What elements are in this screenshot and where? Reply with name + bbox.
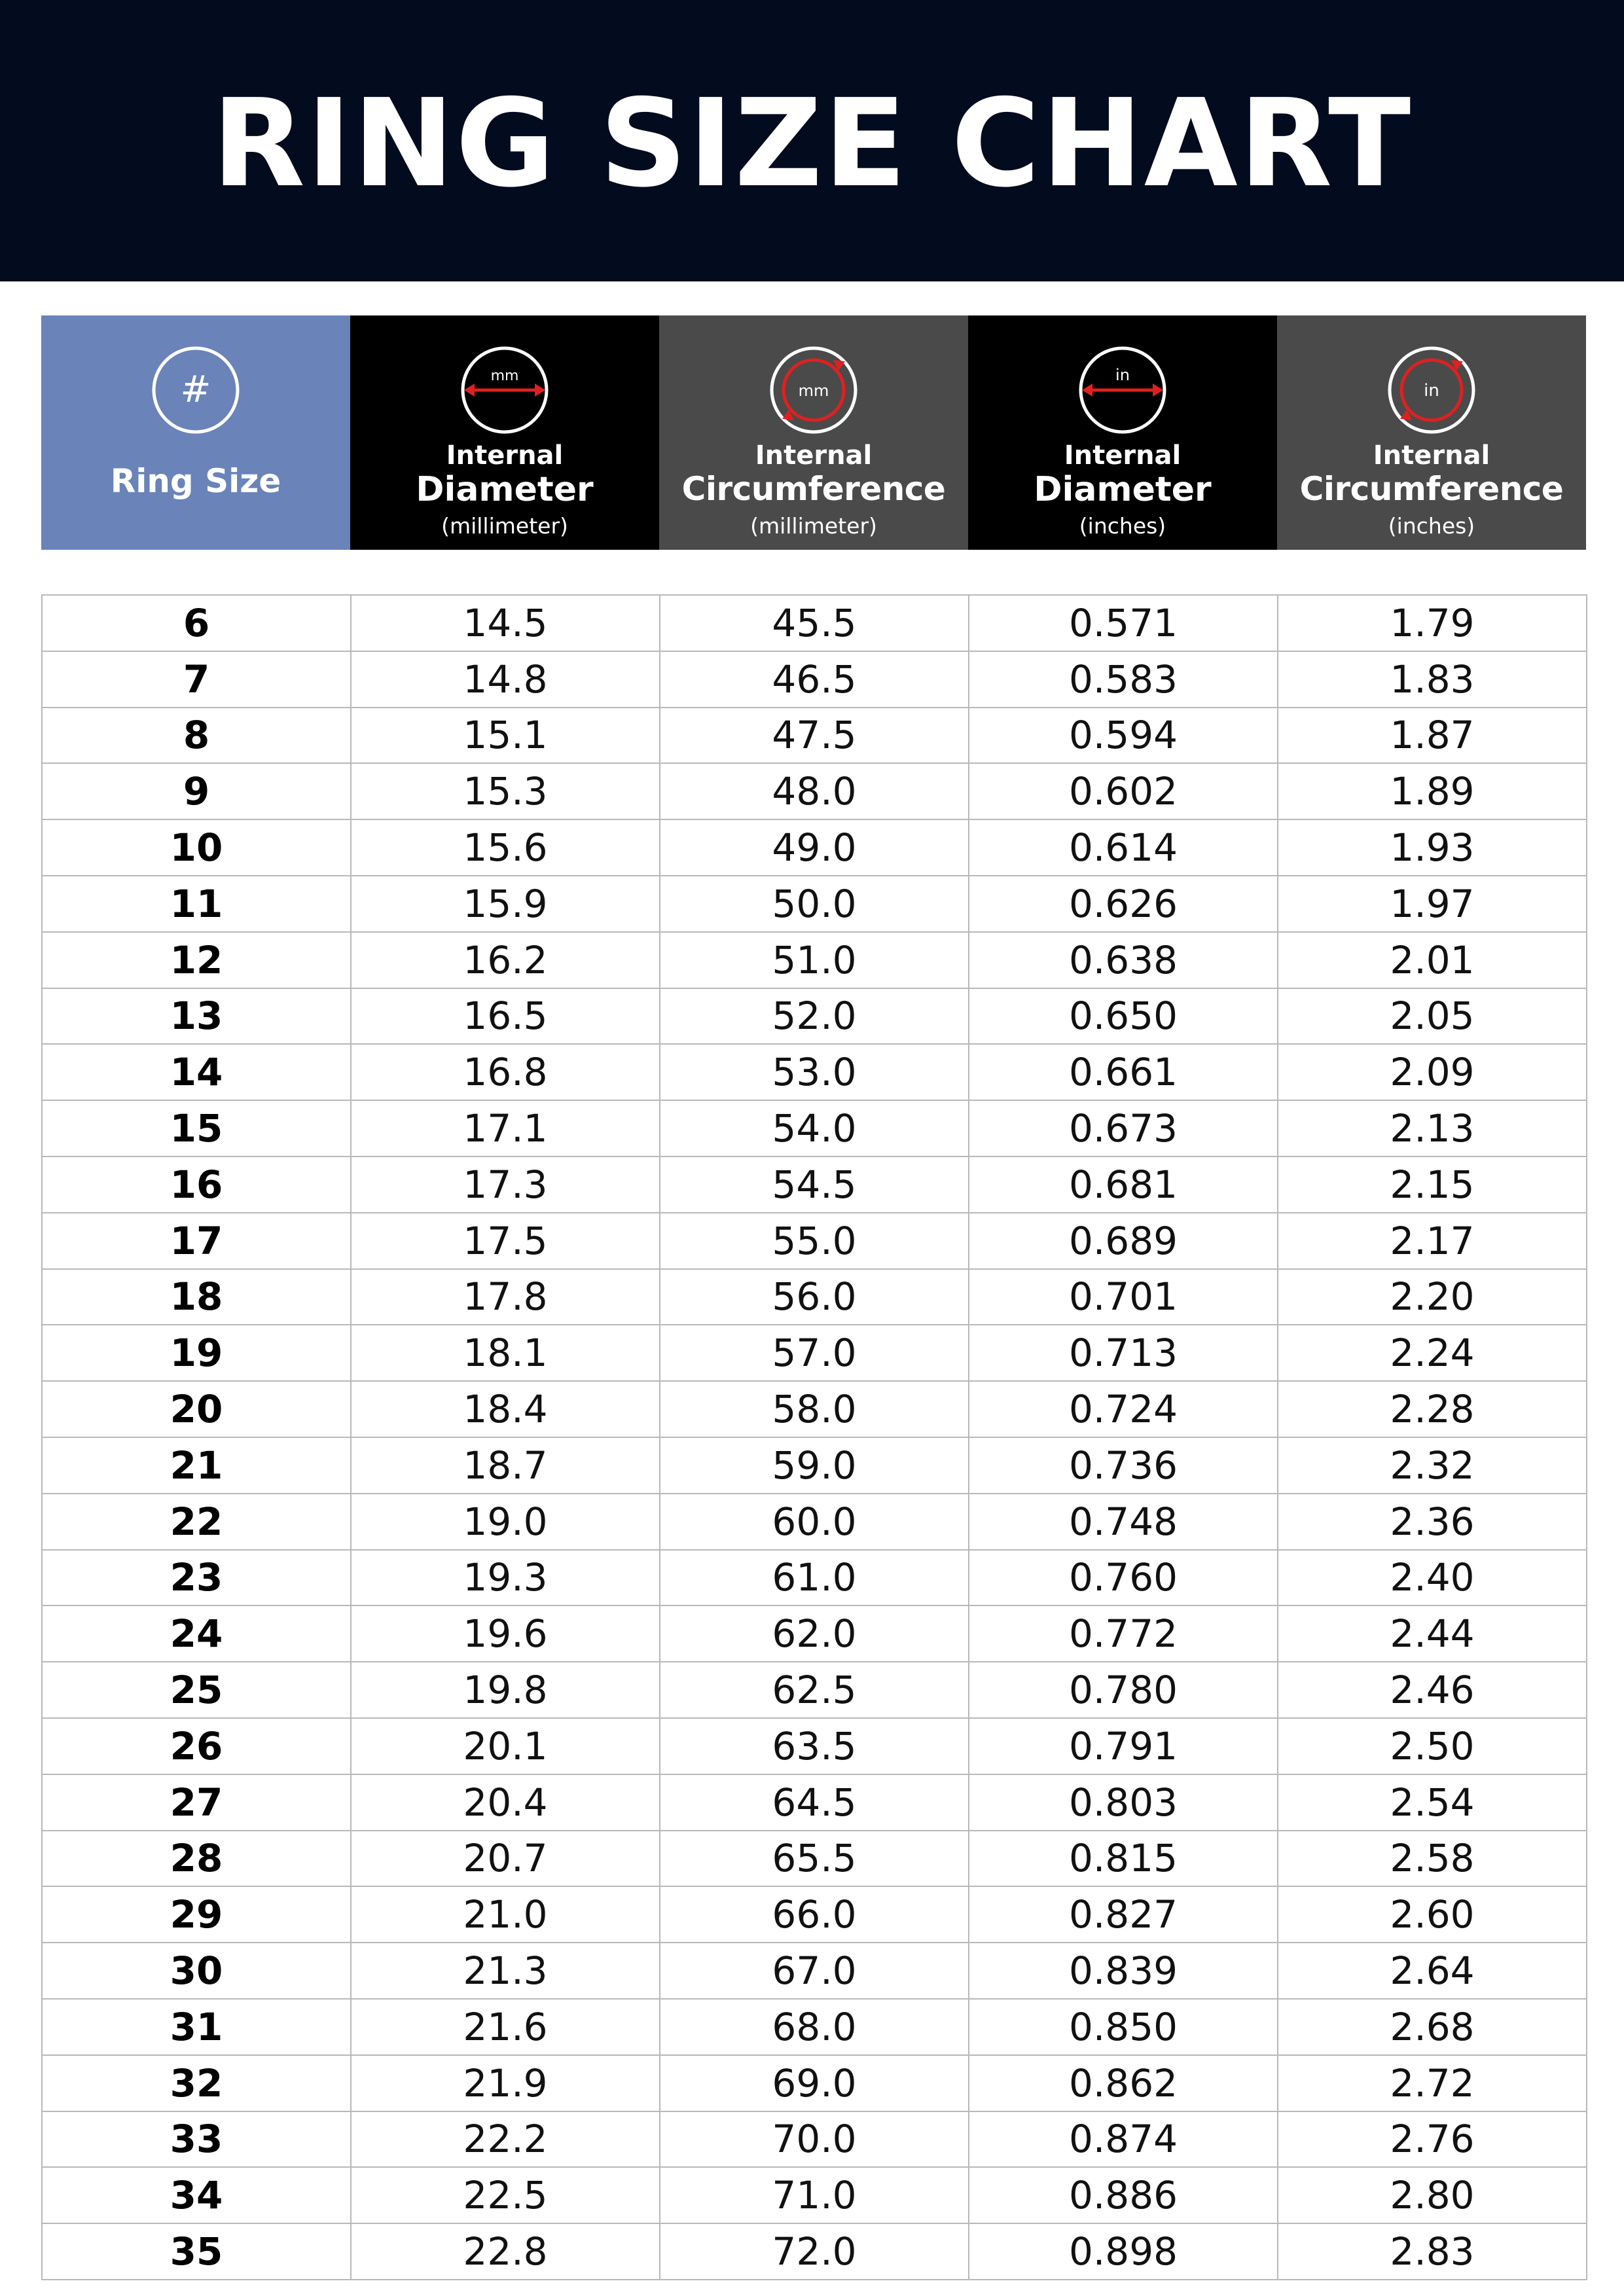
cell-ring-size: 15 — [42, 1100, 351, 1157]
svg-text:mm: mm — [798, 382, 829, 400]
cell-diameter-in: 0.689 — [969, 1213, 1278, 1269]
header-circumference-in-line2: Circumference — [1299, 470, 1564, 508]
cell-ring-size: 35 — [42, 2223, 351, 2280]
cell-circumference-in: 1.87 — [1278, 708, 1587, 764]
cell-diameter-in: 0.673 — [969, 1100, 1278, 1157]
cell-circumference-mm: 70.0 — [660, 2111, 969, 2168]
cell-diameter-in: 0.780 — [969, 1662, 1278, 1718]
cell-diameter-in: 0.626 — [969, 876, 1278, 932]
table-row — [42, 2111, 1587, 2168]
header-diameter-in-line1: Internal — [1064, 440, 1182, 471]
cell-diameter-in: 0.713 — [969, 1325, 1278, 1381]
cell-ring-size: 33 — [42, 2111, 351, 2168]
cell-diameter-mm: 15.6 — [351, 819, 660, 876]
svg-text:#: # — [180, 368, 211, 411]
table-body — [42, 595, 1587, 2280]
table-row — [42, 876, 1587, 932]
cell-ring-size: 18 — [42, 1269, 351, 1325]
table-row — [42, 2223, 1587, 2280]
table-row — [42, 1157, 1587, 1213]
cell-diameter-in: 0.650 — [969, 988, 1278, 1045]
cell-ring-size: 10 — [42, 819, 351, 876]
cell-circumference-mm: 51.0 — [660, 932, 969, 988]
table-row — [42, 1886, 1587, 1943]
cell-circumference-in: 2.05 — [1278, 988, 1587, 1045]
cell-circumference-in: 1.83 — [1278, 651, 1587, 708]
cell-diameter-in: 0.571 — [969, 595, 1278, 651]
table-row — [42, 1605, 1587, 1662]
cell-circumference-mm: 47.5 — [660, 708, 969, 764]
table-row — [42, 1044, 1587, 1100]
cell-ring-size: 14 — [42, 1044, 351, 1100]
header-circumference-in-line1: Internal — [1373, 440, 1490, 471]
diameter-in-icon — [1077, 344, 1168, 436]
title-banner — [0, 0, 1624, 281]
cell-ring-size: 9 — [42, 763, 351, 819]
header-diameter-in-line2: Diameter — [1034, 470, 1212, 509]
cell-circumference-in: 2.40 — [1278, 1550, 1587, 1606]
cell-diameter-mm: 20.1 — [351, 1718, 660, 1774]
cell-diameter-mm: 15.9 — [351, 876, 660, 932]
cell-diameter-mm: 21.6 — [351, 1999, 660, 2055]
cell-diameter-in: 0.661 — [969, 1044, 1278, 1100]
cell-circumference-mm: 58.0 — [660, 1381, 969, 1437]
cell-diameter-mm: 17.1 — [351, 1100, 660, 1157]
table-row — [42, 1831, 1587, 1887]
cell-diameter-in: 0.803 — [969, 1774, 1278, 1831]
cell-diameter-in: 0.760 — [969, 1550, 1278, 1606]
table-row — [42, 1381, 1587, 1437]
cell-circumference-in: 1.89 — [1278, 763, 1587, 819]
cell-diameter-in: 0.874 — [969, 2111, 1278, 2168]
cell-ring-size: 29 — [42, 1886, 351, 1943]
cell-circumference-mm: 68.0 — [660, 1999, 969, 2055]
svg-text:mm: mm — [490, 368, 519, 384]
cell-ring-size: 34 — [42, 2167, 351, 2223]
table-row — [42, 1325, 1587, 1381]
cell-circumference-mm: 64.5 — [660, 1774, 969, 1831]
cell-circumference-in: 2.60 — [1278, 1886, 1587, 1943]
cell-diameter-mm: 18.7 — [351, 1437, 660, 1494]
cell-diameter-mm: 14.5 — [351, 595, 660, 651]
cell-ring-size: 32 — [42, 2055, 351, 2111]
cell-circumference-in: 2.83 — [1278, 2223, 1587, 2280]
cell-diameter-mm: 20.7 — [351, 1831, 660, 1887]
cell-diameter-mm: 19.8 — [351, 1662, 660, 1718]
cell-ring-size: 28 — [42, 1831, 351, 1887]
table-row — [42, 1662, 1587, 1718]
cell-diameter-in: 0.736 — [969, 1437, 1278, 1494]
table-row — [42, 1100, 1587, 1157]
cell-circumference-in: 2.01 — [1278, 932, 1587, 988]
cell-circumference-in: 2.44 — [1278, 1605, 1587, 1662]
table-row — [42, 1269, 1587, 1325]
table-row — [42, 1437, 1587, 1494]
cell-ring-size: 21 — [42, 1437, 351, 1494]
cell-circumference-in: 2.80 — [1278, 2167, 1587, 2223]
header-ring-size-label: Ring Size — [110, 462, 281, 500]
circumference-mm-icon — [768, 344, 859, 436]
table-row — [42, 1494, 1587, 1550]
cell-diameter-mm: 15.1 — [351, 708, 660, 764]
cell-diameter-mm: 22.8 — [351, 2223, 660, 2280]
cell-diameter-mm: 21.9 — [351, 2055, 660, 2111]
hash-icon — [150, 344, 242, 436]
cell-diameter-in: 0.886 — [969, 2167, 1278, 2223]
cell-diameter-in: 0.701 — [969, 1269, 1278, 1325]
cell-circumference-in: 2.58 — [1278, 1831, 1587, 1887]
cell-circumference-mm: 71.0 — [660, 2167, 969, 2223]
cell-ring-size: 31 — [42, 1999, 351, 2055]
cell-diameter-mm: 21.0 — [351, 1886, 660, 1943]
cell-circumference-mm: 65.5 — [660, 1831, 969, 1887]
table-row — [42, 651, 1587, 708]
cell-diameter-in: 0.681 — [969, 1157, 1278, 1213]
table-row — [42, 1943, 1587, 1999]
table-row — [42, 1550, 1587, 1606]
header-circumference-mm-line2: Circumference — [681, 470, 946, 508]
cell-circumference-mm: 45.5 — [660, 595, 969, 651]
cell-diameter-in: 0.839 — [969, 1943, 1278, 1999]
cell-diameter-in: 0.791 — [969, 1718, 1278, 1774]
cell-ring-size: 22 — [42, 1494, 351, 1550]
header-diameter-mm-unit: (millimeter) — [441, 513, 568, 539]
header-circumference-mm-line1: Internal — [755, 440, 873, 471]
cell-ring-size: 23 — [42, 1550, 351, 1606]
cell-circumference-mm: 57.0 — [660, 1325, 969, 1381]
table-row — [42, 1718, 1587, 1774]
cell-circumference-mm: 60.0 — [660, 1494, 969, 1550]
header-circumference-mm — [659, 315, 968, 550]
cell-circumference-in: 2.17 — [1278, 1213, 1587, 1269]
svg-text:in: in — [1115, 366, 1130, 384]
cell-diameter-in: 0.862 — [969, 2055, 1278, 2111]
header-diameter-in-unit: (inches) — [1079, 513, 1166, 539]
cell-circumference-in: 1.97 — [1278, 876, 1587, 932]
cell-diameter-in: 0.638 — [969, 932, 1278, 988]
table-row — [42, 2167, 1587, 2223]
header-diameter-mm — [350, 315, 659, 550]
diameter-mm-icon — [459, 344, 550, 436]
cell-circumference-in: 1.93 — [1278, 819, 1587, 876]
cell-diameter-mm: 19.0 — [351, 1494, 660, 1550]
cell-circumference-mm: 54.0 — [660, 1100, 969, 1157]
cell-diameter-in: 0.724 — [969, 1381, 1278, 1437]
cell-diameter-mm: 16.2 — [351, 932, 660, 988]
cell-ring-size: 8 — [42, 708, 351, 764]
header-circumference-mm-unit: (millimeter) — [750, 513, 877, 539]
cell-circumference-mm: 62.0 — [660, 1605, 969, 1662]
cell-ring-size: 16 — [42, 1157, 351, 1213]
cell-ring-size: 17 — [42, 1213, 351, 1269]
cell-diameter-mm: 18.1 — [351, 1325, 660, 1381]
cell-circumference-mm: 61.0 — [660, 1550, 969, 1606]
cell-diameter-in: 0.614 — [969, 819, 1278, 876]
cell-diameter-in: 0.602 — [969, 763, 1278, 819]
table-header — [41, 315, 1586, 550]
cell-diameter-mm: 22.2 — [351, 2111, 660, 2168]
cell-diameter-mm: 16.8 — [351, 1044, 660, 1100]
cell-ring-size: 27 — [42, 1774, 351, 1831]
cell-diameter-mm: 19.3 — [351, 1550, 660, 1606]
cell-circumference-mm: 72.0 — [660, 2223, 969, 2280]
cell-circumference-in: 2.50 — [1278, 1718, 1587, 1774]
circumference-in-icon — [1386, 344, 1477, 436]
header-circumference-in-unit: (inches) — [1388, 513, 1475, 539]
cell-circumference-mm: 48.0 — [660, 763, 969, 819]
table-row — [42, 819, 1587, 876]
cell-circumference-mm: 55.0 — [660, 1213, 969, 1269]
cell-ring-size: 11 — [42, 876, 351, 932]
cell-circumference-mm: 62.5 — [660, 1662, 969, 1718]
cell-circumference-in: 2.54 — [1278, 1774, 1587, 1831]
cell-diameter-in: 0.583 — [969, 651, 1278, 708]
table-row — [42, 1999, 1587, 2055]
table-row — [42, 763, 1587, 819]
table-row — [42, 1774, 1587, 1831]
header-diameter-in — [968, 315, 1277, 550]
cell-ring-size: 19 — [42, 1325, 351, 1381]
cell-circumference-in: 2.46 — [1278, 1662, 1587, 1718]
cell-circumference-in: 2.72 — [1278, 2055, 1587, 2111]
cell-diameter-in: 0.594 — [969, 708, 1278, 764]
cell-circumference-in: 2.13 — [1278, 1100, 1587, 1157]
ring-size-table — [41, 594, 1587, 2280]
cell-diameter-in: 0.827 — [969, 1886, 1278, 1943]
cell-circumference-mm: 56.0 — [660, 1269, 969, 1325]
cell-diameter-mm: 14.8 — [351, 651, 660, 708]
cell-ring-size: 13 — [42, 988, 351, 1045]
cell-circumference-mm: 67.0 — [660, 1943, 969, 1999]
cell-ring-size: 12 — [42, 932, 351, 988]
cell-ring-size: 20 — [42, 1381, 351, 1437]
cell-ring-size: 7 — [42, 651, 351, 708]
cell-circumference-in: 2.24 — [1278, 1325, 1587, 1381]
cell-circumference-in: 2.32 — [1278, 1437, 1587, 1494]
header-diameter-mm-line1: Internal — [446, 440, 564, 471]
table-row — [42, 595, 1587, 651]
cell-diameter-in: 0.748 — [969, 1494, 1278, 1550]
cell-diameter-in: 0.898 — [969, 2223, 1278, 2280]
cell-circumference-in: 2.36 — [1278, 1494, 1587, 1550]
cell-ring-size: 24 — [42, 1605, 351, 1662]
table-row — [42, 932, 1587, 988]
cell-circumference-mm: 59.0 — [660, 1437, 969, 1494]
cell-circumference-in: 2.28 — [1278, 1381, 1587, 1437]
cell-circumference-mm: 46.5 — [660, 651, 969, 708]
cell-circumference-mm: 69.0 — [660, 2055, 969, 2111]
table-row — [42, 2055, 1587, 2111]
cell-diameter-mm: 16.5 — [351, 988, 660, 1045]
header-ring-size — [41, 315, 350, 550]
cell-circumference-in: 1.79 — [1278, 595, 1587, 651]
cell-circumference-in: 2.64 — [1278, 1943, 1587, 1999]
cell-diameter-mm: 17.3 — [351, 1157, 660, 1213]
cell-diameter-mm: 15.3 — [351, 763, 660, 819]
cell-circumference-in: 2.68 — [1278, 1999, 1587, 2055]
table-row — [42, 708, 1587, 764]
cell-circumference-mm: 66.0 — [660, 1886, 969, 1943]
cell-diameter-mm: 20.4 — [351, 1774, 660, 1831]
cell-circumference-mm: 54.5 — [660, 1157, 969, 1213]
cell-ring-size: 30 — [42, 1943, 351, 1999]
svg-text:in: in — [1424, 381, 1439, 401]
cell-diameter-mm: 18.4 — [351, 1381, 660, 1437]
cell-ring-size: 26 — [42, 1718, 351, 1774]
cell-ring-size: 25 — [42, 1662, 351, 1718]
cell-diameter-mm: 19.6 — [351, 1605, 660, 1662]
cell-diameter-mm: 17.8 — [351, 1269, 660, 1325]
cell-circumference-mm: 52.0 — [660, 988, 969, 1045]
cell-diameter-in: 0.772 — [969, 1605, 1278, 1662]
cell-circumference-mm: 63.5 — [660, 1718, 969, 1774]
cell-diameter-in: 0.815 — [969, 1831, 1278, 1887]
cell-circumference-in: 2.09 — [1278, 1044, 1587, 1100]
cell-ring-size: 6 — [42, 595, 351, 651]
page-title: RING SIZE CHART — [211, 72, 1413, 214]
cell-diameter-mm: 22.5 — [351, 2167, 660, 2223]
cell-circumference-in: 2.76 — [1278, 2111, 1587, 2168]
cell-circumference-in: 2.20 — [1278, 1269, 1587, 1325]
table-row — [42, 988, 1587, 1045]
header-diameter-mm-line2: Diameter — [416, 470, 594, 509]
cell-circumference-mm: 53.0 — [660, 1044, 969, 1100]
cell-circumference-mm: 50.0 — [660, 876, 969, 932]
cell-diameter-mm: 17.5 — [351, 1213, 660, 1269]
cell-circumference-mm: 49.0 — [660, 819, 969, 876]
header-circumference-in — [1277, 315, 1586, 550]
table-row — [42, 1213, 1587, 1269]
cell-diameter-mm: 21.3 — [351, 1943, 660, 1999]
cell-circumference-in: 2.15 — [1278, 1157, 1587, 1213]
cell-diameter-in: 0.850 — [969, 1999, 1278, 2055]
